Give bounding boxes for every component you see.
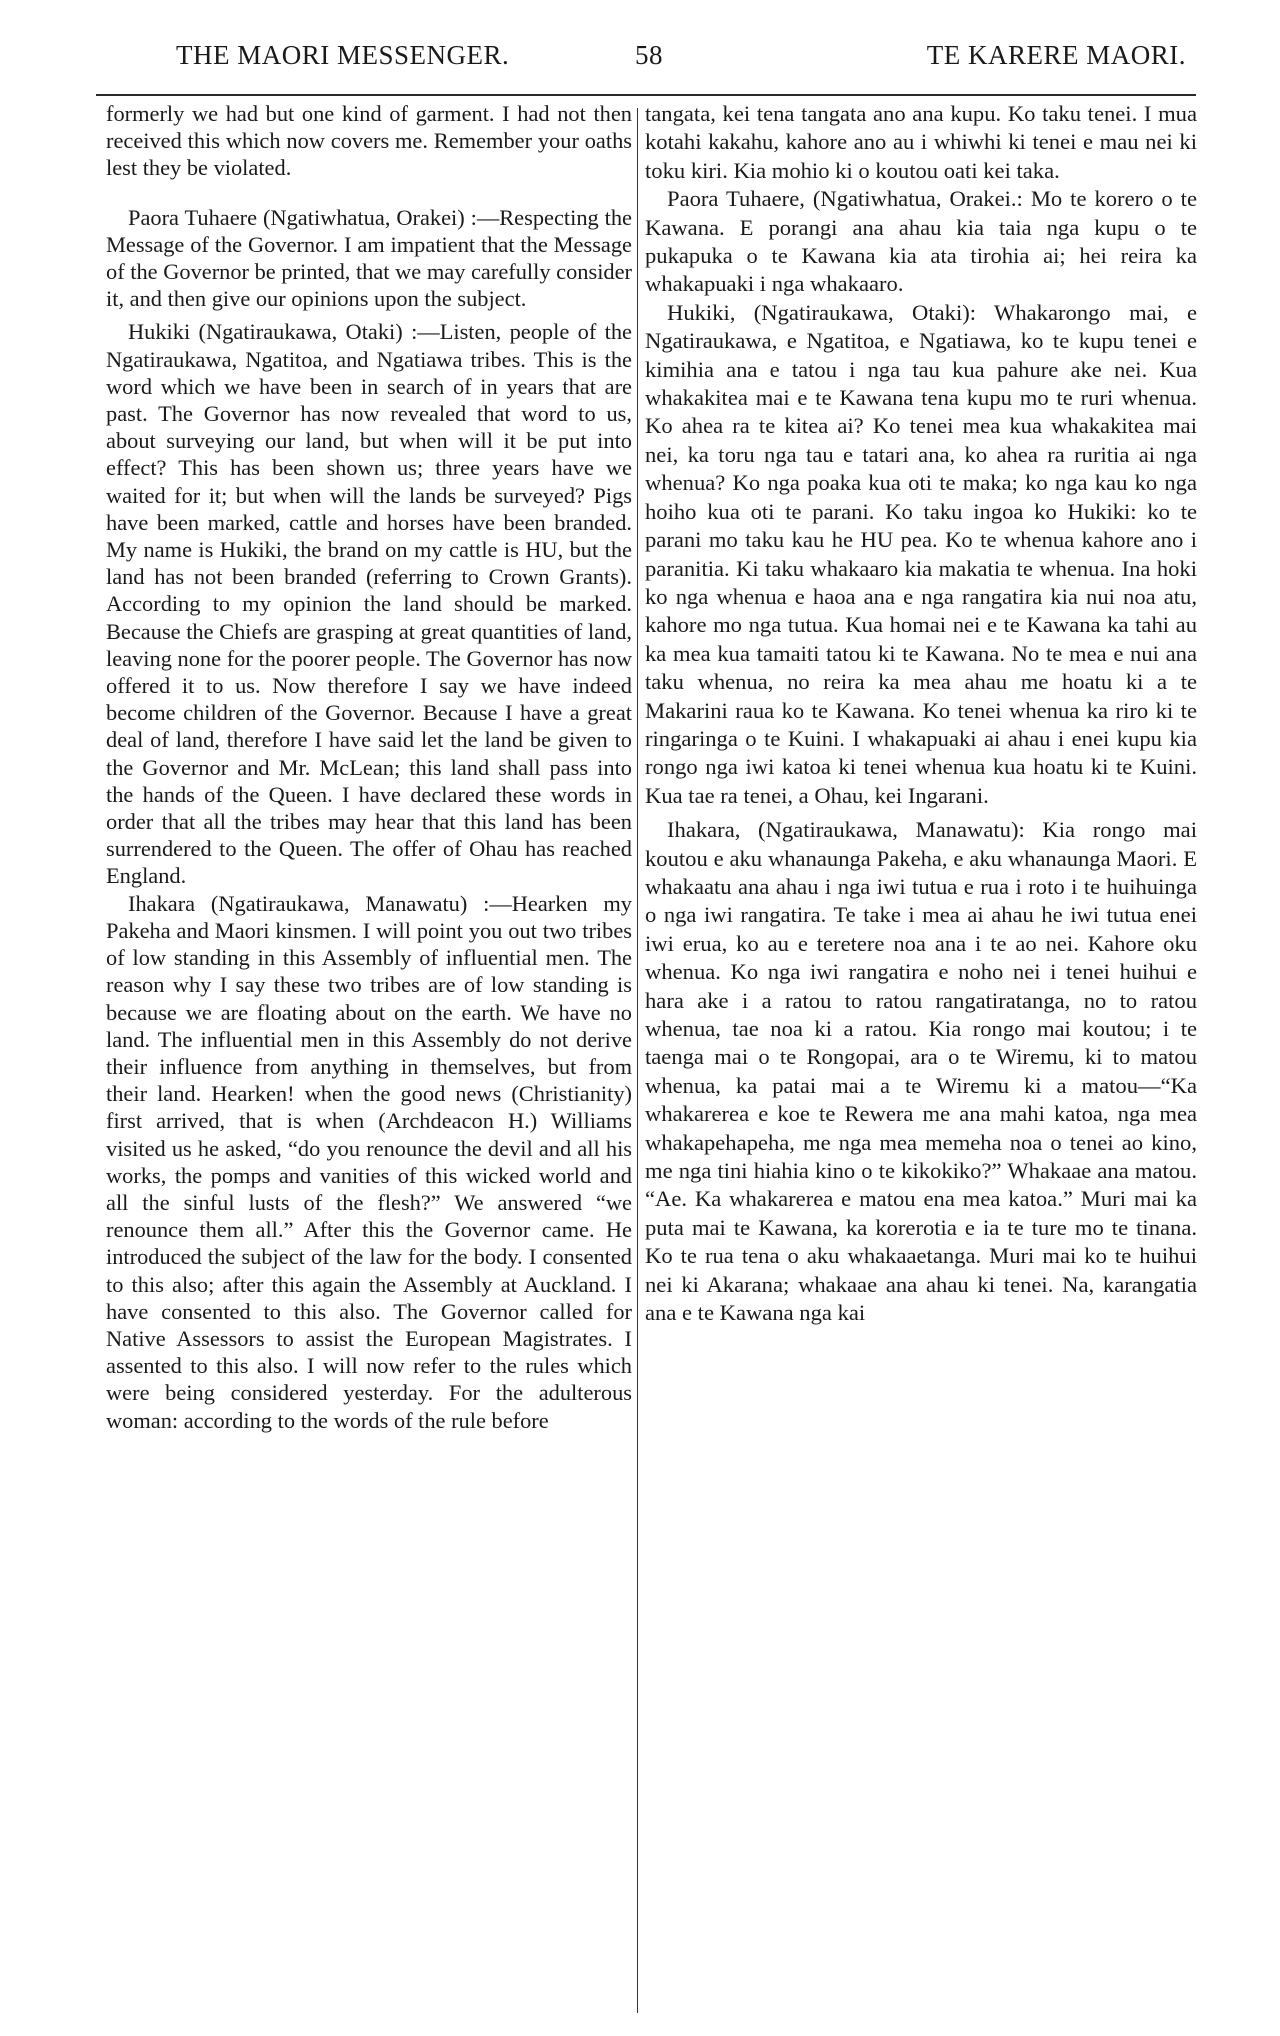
maori-paragraph: Ihakara, (Ngatiraukawa, Manawatu): Kia rongo mai koutou e aku whanaunga Pakeha, e aku whanaunga Maori. E whakaatu ana ahau i nga iwi tutua e rua i roto i te huihuinga o nga iwi rangatira. Te take i mea ai ahau he iwi tutua enei iwi erua, ko au e teretere noa ana i te ao nei. Kahore oku whenua. Ko nga iwi rangatira e noho nei i tenei huihui e hara ake i a ratou to ratou rangatiratanga, no to ratou whenua, tae noa ki a ratou. Kia rongo mai koutou; i te taenga mai o te Rongopai, ara o te Wiremu, ki to matou whenua, ka patai mai a te Wiremu ki a matou—“Ka whakarerea e koe te Rewera me ana mahi katoa, nga mea whakapehapeha, me nga mea memeha noa o tenei ao kino, me nga tini hiahia kino o te kikokiko?” Whakaae ana matou. “Ae. Ka whakarerea e matou ena mea katoa.” Muri mai ka puta mai te Kawana, ka korerotia e ia te ture mo te tinana. Ko te rua tena o aku whakaaetanga. Muri mai ko te huihui nei ki Akarana; whakaae ana ahau ki tenei. Na, karangatia ana e te Kawana nga kai <box>645 817 1197 1326</box>
english-masthead: THE MAORI MESSENGER. <box>176 40 510 70</box>
maori-paragraph: Paora Tuhaere, (Ngatiwhatua, Orakei.: Mo te korero o te Kawana. E porangi ana ahau kia taia nga kupu o te pukapuka o te Kawana kia ata tirohia ai; hei reira ka whakapuaki i nga whakaaro. <box>645 186 1197 297</box>
english-paragraph: Hukiki (Ngatiraukawa, Otaki) :—Listen, people of the Ngatiraukawa, Ngatitoa, and Ngatiawa tribes. This is the word which we have been in search of in years that are past. The Governor has now revealed that word to us, about surveying our land, but when will it be put into effect? This has been shown us; three years have we waited for it; but when will the lands be surveyed? Pigs have been marked, cattle and horses have been branded. My name is Hukiki, the brand on my cattle is HU, but the land has not been branded (referring to Crown Grants). According to my opinion the land should be marked. Because the Chiefs are grasping at great quantities of land, leaving none for the poorer people. The Governor has now offered it to us. Now therefore I say we have indeed become children of the Governor. Because I have a great deal of land, therefore I have said let the land be given to the Governor and Mr. McLean; this land shall pass into the hands of the Queen. I have declared these words in order that all the tribes may hear that this land has been surrendered to the Queen. The offer of Ohau has reached England. <box>106 319 632 889</box>
maori-paragraph: tangata, kei tena tangata ano ana kupu. Ko taku tenei. I mua kotahi kakahu, kahore ano au i whiwhi ki tenei e mau nei ki toku kiri. Kia mohio ki o koutou oati kei taka. <box>645 101 1197 183</box>
page-header <box>80 40 1200 80</box>
column-divider <box>637 108 638 2013</box>
english-column <box>106 100 632 1434</box>
english-paragraph: Paora Tuhaere (Ngatiwhatua, Orakei) :—Respecting the Message of the Governor. I am impatient that the Message of the Governor be printed, that we may carefully consider it, and then give our opinions upon the subject. <box>106 204 632 312</box>
header-rule <box>96 94 1196 96</box>
english-paragraph: formerly we had but one kind of garment. I had not then received this which now covers me. Remember your oaths lest they be violated. <box>106 101 632 181</box>
english-paragraph: Ihakara (Ngatiraukawa, Manawatu) :—Hearken my Pakeha and Maori kinsmen. I will point you out two tribes of low standing in this Assembly of influential men. The reason why I say these two tribes are of low standing is because we are floating about on the earth. We have no land. The influential men in this Assembly do not derive their influence from anything in themselves, but from their land. Hearken! when the good news (Christianity) first arrived, that is when (Archdeacon H.) Williams visited us he asked, “do you renounce the devil and all his works, the pomps and vanities of this wicked world and all the sinful lusts of the flesh?” We answered “we renounce them all.” After this the Governor came. He introduced the subject of the law for the body. I consented to this also; after this again the Assembly at Auckland. I have consented to this also. The Governor called for Native Assessors to assist the European Magistrates. I assented to this also. I will now refer to the rules which were being considered yesterday. For the adulterous woman: according to the words of the rule before <box>106 890 632 1433</box>
maori-paragraph: Hukiki, (Ngatiraukawa, Otaki): Whakarongo mai, e Ngatiraukawa, e Ngatitoa, e Ngatiawa, ko te kupu tenei e kimihia ana e tatou i nga tau kua pahure ake nei. Kua whakakitea mai e te Kawana tena kupu mo te ruri whenua. Ko ahea ra te kitea ai? Ko tenei mea kua whakakitea mai nei, ka toru nga tau e tatari ana, ko ahea ra ruritia ai nga whenua? Ko nga poaka kua oti te maka; ko nga kau ko nga hoiho kua oti te parani. Ko taku ingoa ko Hukiki: ko te parani mo taku kau he HU pea. Ko te whenua kahore ano i paranitia. Ki taku whakaaro kia makatia te whenua. Ina hoki ko nga whenua e haoa ana e nga rangatira kia nui noa atu, kahore mo nga tutua. Kua homai nei e te Kawana ka tahi au ka mea kua tamaiti tatou ki te Kawana. No te mea e nui ana taku whenua, no reira ka mea ahau me hoatu ki a te Makarini raua ko te Kawana. Ko tenei whenua ka riro ki te ringaringa o te Kuini. I whakapuaki ai ahau i enei kupu kia rongo nga iwi katoa ki tenei whenua kua hoatu ki te Kuini. Kua tae ra tenei, a Ohau, kei Ingarani. <box>645 299 1197 808</box>
maori-masthead: TE KARERE MAORI. <box>926 40 1186 70</box>
maori-column <box>645 100 1197 1327</box>
page-number: 58 <box>635 40 663 70</box>
